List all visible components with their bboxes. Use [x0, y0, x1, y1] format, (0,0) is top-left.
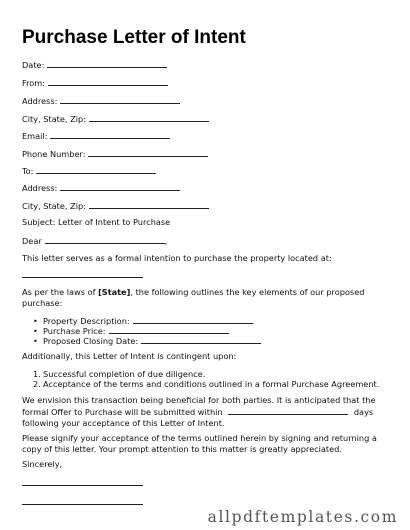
list-item-contingency-2	[33, 379, 379, 390]
state-placeholder: [State]	[98, 287, 131, 297]
recipient-address-label: Address:	[22, 183, 58, 193]
property-location-blank[interactable]	[22, 277, 143, 278]
sender-city-label: City, State, Zip:	[22, 114, 86, 124]
purchase-price-blank[interactable]	[109, 325, 229, 334]
to-blank[interactable]	[36, 165, 156, 174]
laws-text-before: As per the laws of	[22, 287, 99, 297]
from-label: From:	[22, 78, 46, 88]
bullet: •	[33, 316, 38, 326]
salutation-line	[22, 235, 167, 247]
printed-name-line[interactable]	[22, 504, 143, 505]
to-label: To:	[22, 166, 34, 176]
document-title: Purchase Letter of Intent	[22, 27, 246, 48]
date-field	[22, 59, 167, 71]
from-field	[22, 77, 168, 89]
envision-paragraph	[22, 395, 384, 430]
to-field	[22, 165, 156, 177]
sender-address-field	[22, 95, 180, 107]
closing-line: Sincerely,	[22, 459, 63, 469]
laws-paragraph	[22, 287, 384, 309]
list-item-closing-date	[33, 335, 261, 347]
salutation-blank[interactable]	[45, 235, 165, 244]
brand-watermark: allpdftemplates.com	[207, 508, 398, 526]
recipient-address-blank[interactable]	[60, 182, 180, 191]
envision-text-before: We envision this transaction being beneficial for both parties. It is anticipated that the formal Offer to Purchase will be submitted within	[22, 395, 376, 418]
date-blank[interactable]	[47, 59, 167, 68]
bullet: •	[33, 336, 38, 346]
property-description-blank[interactable]	[133, 315, 253, 324]
salutation-label: Dear	[22, 236, 42, 246]
sender-city-blank[interactable]	[89, 113, 209, 122]
offer-days-blank[interactable]	[228, 406, 348, 415]
sender-address-blank[interactable]	[60, 95, 180, 104]
from-blank[interactable]	[48, 77, 168, 86]
phone-blank[interactable]	[88, 148, 208, 157]
signature-line[interactable]	[22, 485, 143, 486]
signify-paragraph: Please signify your acceptance of the terms outlined herein by signing and returning a copy of this letter. Your prompt attention to this matter is greatly appreciated.	[22, 433, 377, 455]
list-number: 2.	[33, 379, 41, 389]
recipient-city-field	[22, 200, 209, 212]
contingent-paragraph: Additionally, this Letter of Intent is contingent upon:	[22, 351, 237, 361]
contingency-text: Successful completion of due diligence.	[43, 369, 206, 379]
phone-label: Phone Number:	[22, 149, 86, 159]
recipient-city-label: City, State, Zip:	[22, 201, 86, 211]
subject-line: Subject: Letter of Intent to Purchase	[22, 217, 171, 227]
phone-field	[22, 148, 208, 160]
closing-date-blank[interactable]	[141, 335, 261, 344]
date-label: Date:	[22, 60, 45, 70]
bullet: •	[33, 326, 38, 336]
email-field	[22, 130, 170, 142]
list-number: 1.	[33, 369, 41, 379]
salutation-comma: ,	[164, 236, 168, 246]
contingency-text: Acceptance of the terms and conditions outlined in a formal Purchase Agreement.	[43, 379, 380, 389]
intro-paragraph: This letter serves as a formal intention to purchase the property located at:	[22, 253, 332, 263]
recipient-address-field	[22, 182, 180, 194]
email-blank[interactable]	[50, 130, 170, 139]
envision-text-after: days following your acceptance of this Letter of Intent.	[22, 407, 374, 429]
sender-city-field	[22, 113, 209, 125]
recipient-city-blank[interactable]	[89, 200, 209, 209]
property-description-label: Property Description:	[43, 316, 130, 326]
closing-date-label: Proposed Closing Date:	[43, 336, 139, 346]
sender-address-label: Address:	[22, 96, 58, 106]
purchase-price-label: Purchase Price:	[43, 326, 106, 336]
laws-text-after: , the following outlines the key elements of our proposed purchase:	[22, 287, 365, 309]
email-label: Email:	[22, 131, 48, 141]
